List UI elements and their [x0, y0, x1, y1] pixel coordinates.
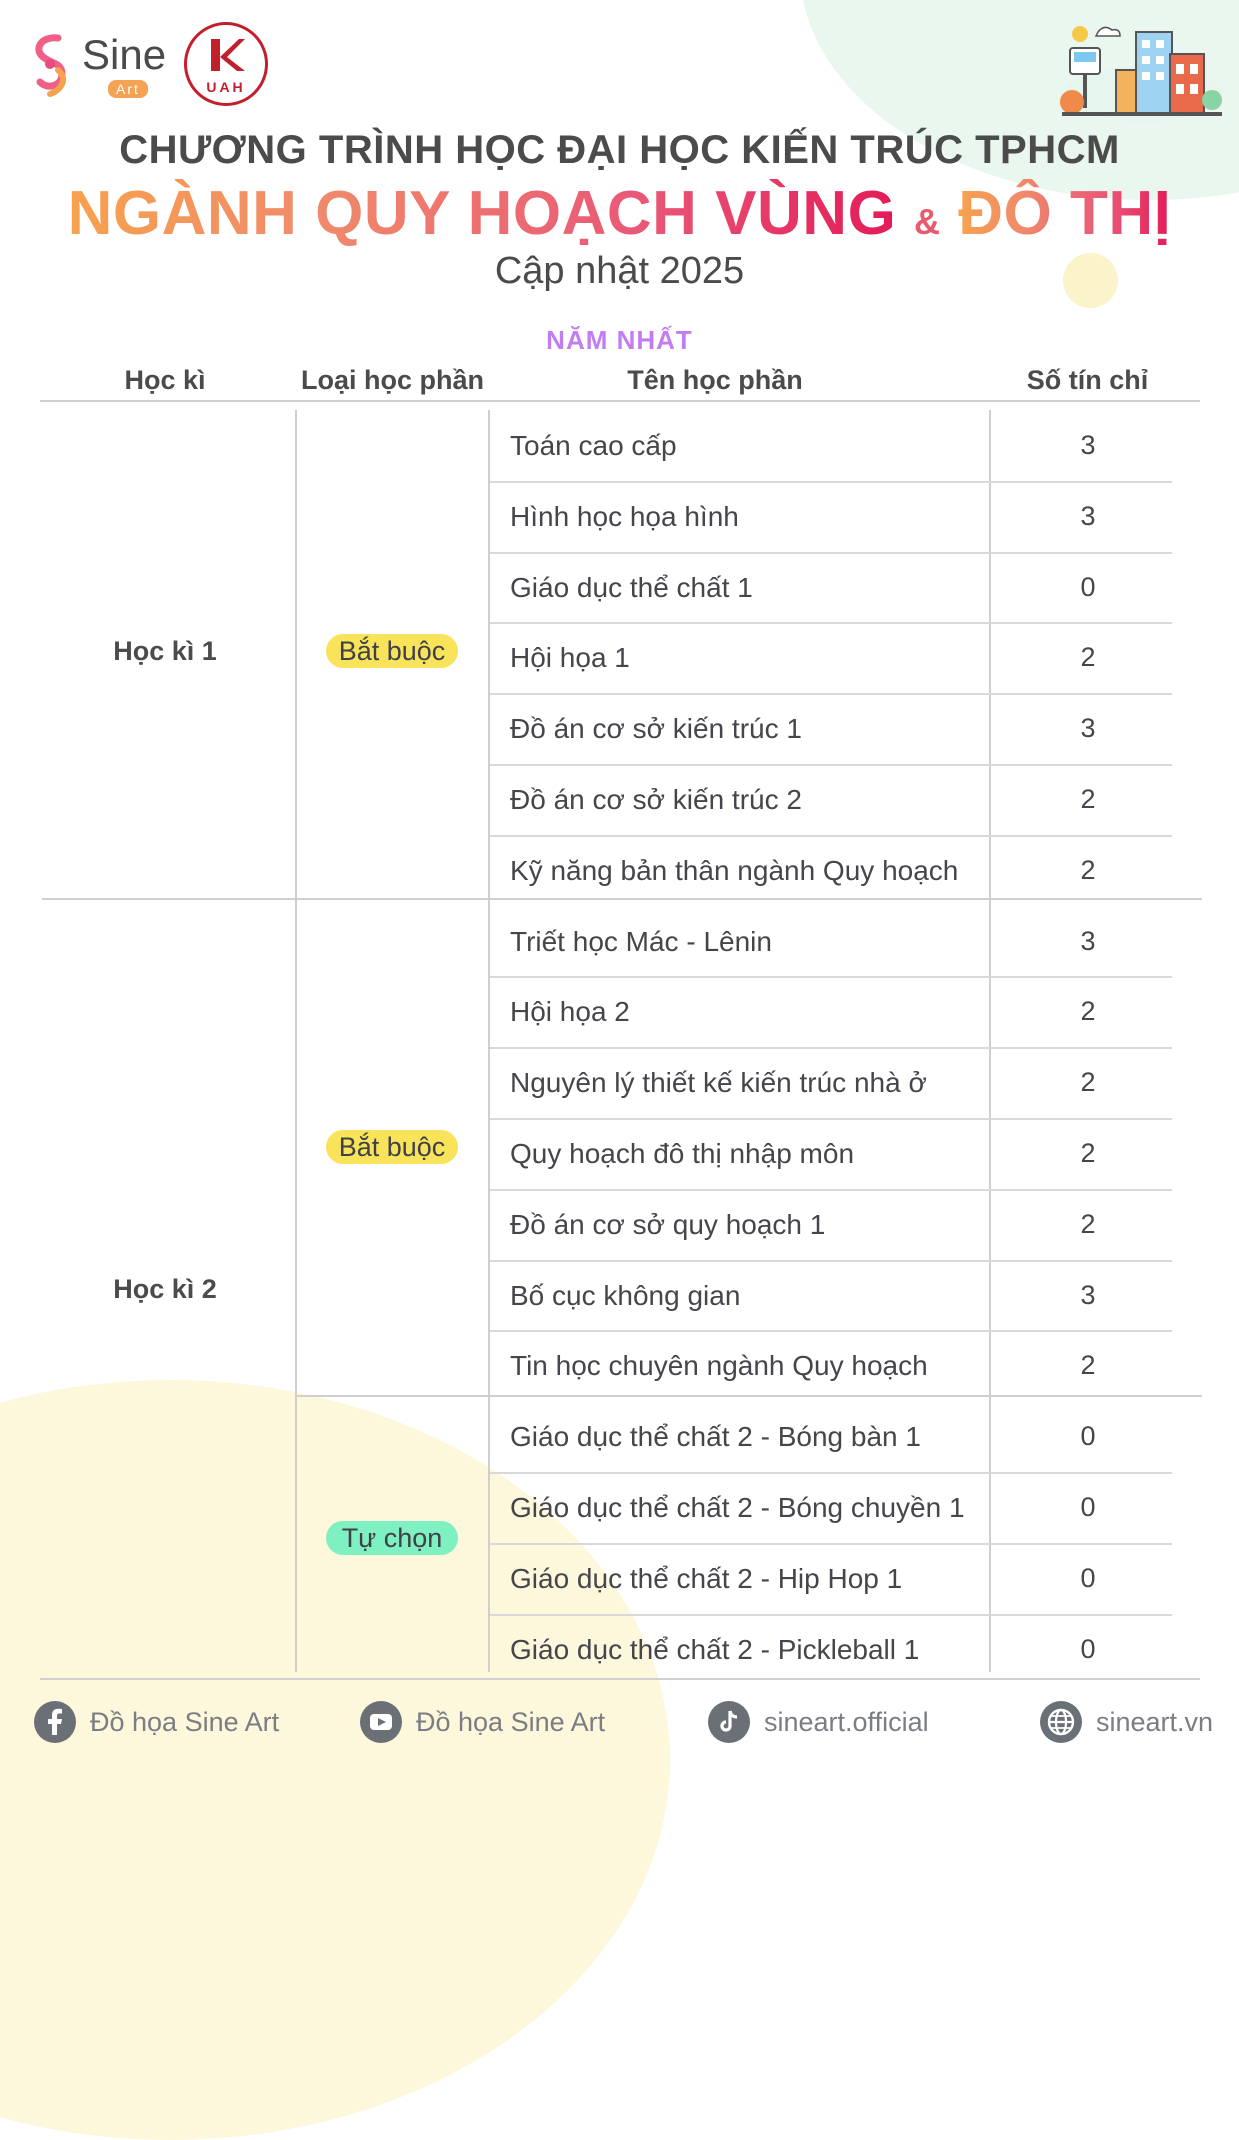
type-tag-elective: Tự chọn [326, 1521, 458, 1555]
course-name: Kỹ năng bản thân ngành Quy hoạch [510, 854, 959, 886]
footer-tiktok[interactable] [708, 1700, 929, 1744]
header-divider [40, 400, 1200, 402]
footer-website-label: sineart.vn [1096, 1706, 1214, 1737]
course-credits: 0 [1080, 1421, 1096, 1452]
page-title-part-2: ĐÔ THỊ [958, 179, 1172, 248]
course-name: Giáo dục thể chất 2 - Bóng chuyền 1 [510, 1492, 965, 1523]
semester-label-1: Học kì 1 [113, 636, 217, 666]
course-credits: 3 [1080, 925, 1096, 956]
footer-divider [40, 1678, 1200, 1680]
course-credits: 2 [1080, 1350, 1096, 1381]
year-label: NĂM NHẤT [546, 325, 693, 355]
footer-facebook[interactable] [34, 1700, 279, 1744]
page-title-ampersand: & [914, 201, 941, 242]
course-credits: 2 [1080, 1138, 1096, 1168]
row-divider [490, 1118, 1172, 1120]
course-name: Tin học chuyên ngành Quy hoạch [510, 1350, 928, 1382]
course-name: Giáo dục thể chất 2 - Bóng bàn 1 [510, 1421, 921, 1453]
course-credits: 0 [1080, 1562, 1096, 1593]
semester-label-2: Học kì 2 [113, 1274, 217, 1304]
youtube-icon [360, 1701, 402, 1743]
course-name: Nguyên lý thiết kế kiến trúc nhà ở [510, 1067, 927, 1099]
type-tag-required-2: Bắt buộc [326, 1130, 458, 1164]
course-name: Giáo dục thể chất 2 - Pickleball 1 [510, 1633, 920, 1665]
row-divider [490, 1543, 1172, 1545]
course-name: Đồ án cơ sở quy hoạch 1 [510, 1208, 826, 1240]
uah-emblem-icon [207, 37, 247, 77]
row-divider [490, 481, 1172, 483]
course-name: Giáo dục thể chất 1 [510, 571, 753, 603]
page-title [0, 178, 1239, 249]
footer-tiktok-label: sineart.official [764, 1706, 929, 1737]
course-credits: 2 [1080, 996, 1096, 1027]
row-divider [490, 1330, 1172, 1332]
sine-art-logo [28, 28, 188, 103]
course-credits: 0 [1080, 1492, 1096, 1522]
uah-label: UAH [206, 79, 246, 95]
course-name: Triết học Mác - Lênin [510, 925, 772, 957]
table-vline-credits [989, 410, 991, 1672]
course-credits: 0 [1080, 571, 1096, 602]
course-name: Hình học họa hình [510, 500, 739, 532]
course-credits: 3 [1080, 500, 1096, 531]
page-subtitle: Cập nhật 2025 [494, 250, 745, 292]
course-credits: 0 [1080, 1633, 1096, 1664]
footer-website[interactable] [1040, 1700, 1213, 1744]
brand-sub: Art [108, 80, 148, 98]
row-divider [490, 1047, 1172, 1049]
course-name: Hội họa 1 [510, 642, 630, 674]
facebook-icon [34, 1701, 76, 1743]
column-header-semester: Học kì [124, 365, 206, 395]
course-credits: 3 [1080, 713, 1096, 744]
row-divider [490, 1189, 1172, 1191]
column-header-type: Loại học phần [300, 365, 484, 395]
course-name: Quy hoạch đô thị nhập môn [510, 1138, 855, 1169]
course-credits: 3 [1080, 1279, 1096, 1310]
row-divider [490, 1260, 1172, 1262]
course-credits: 2 [1080, 1067, 1096, 1098]
column-header-credits: Số tín chỉ [1026, 365, 1149, 395]
row-divider [490, 622, 1172, 624]
brand-name: Sine [82, 31, 167, 78]
sine-swirl-icon [28, 32, 72, 98]
globe-icon [1040, 1701, 1082, 1743]
semester-divider [42, 898, 1202, 900]
row-divider [490, 693, 1172, 695]
row-divider [490, 1472, 1172, 1474]
footer-youtube-label: Đồ họa Sine Art [416, 1706, 606, 1737]
column-header-course: Tên học phần [627, 365, 803, 395]
course-name: Giáo dục thể chất 2 - Hip Hop 1 [510, 1562, 903, 1594]
table-vline-type [295, 410, 297, 1672]
row-divider [490, 764, 1172, 766]
course-name: Toán cao cấp [510, 430, 677, 461]
row-divider [490, 976, 1172, 978]
page-supertitle: CHƯƠNG TRÌNH HỌC ĐẠI HỌC KIẾN TRÚC TPHCM [119, 128, 1120, 172]
course-name: Đồ án cơ sở kiến trúc 2 [510, 784, 802, 815]
uah-logo [184, 22, 268, 106]
course-credits: 2 [1080, 1208, 1096, 1239]
footer-youtube[interactable] [360, 1700, 605, 1744]
tiktok-icon [708, 1701, 750, 1743]
page-title-part-1: NGÀNH QUY HOẠCH VÙNG [67, 179, 897, 248]
type-divider [296, 1395, 1202, 1397]
course-name: Bố cục không gian [510, 1279, 741, 1311]
course-name: Đồ án cơ sở kiến trúc 1 [510, 713, 802, 745]
row-divider [490, 835, 1172, 837]
table-vline-course [488, 410, 490, 1672]
course-credits: 3 [1080, 430, 1096, 460]
course-credits: 2 [1080, 854, 1096, 885]
course-credits: 2 [1080, 642, 1096, 673]
type-tag-required-1: Bắt buộc [326, 634, 458, 668]
row-divider [490, 1614, 1172, 1616]
course-credits: 2 [1080, 784, 1096, 814]
row-divider [490, 552, 1172, 554]
course-name: Hội họa 2 [510, 996, 630, 1028]
city-illustration [1058, 14, 1226, 126]
footer-facebook-label: Đồ họa Sine Art [90, 1706, 280, 1737]
